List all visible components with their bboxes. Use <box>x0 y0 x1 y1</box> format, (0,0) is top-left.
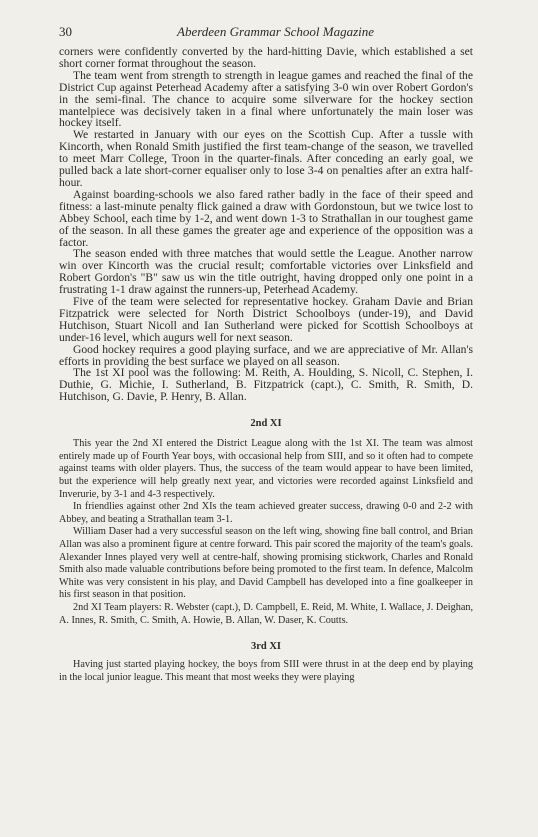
third-xi-heading: 3rd XI <box>250 641 282 653</box>
page-number: 30 <box>59 24 72 39</box>
second-xi-heading: 2nd XI <box>250 418 282 430</box>
page-header <box>59 24 473 46</box>
running-title: Aberdeen Grammar School Magazine <box>177 24 375 39</box>
paragraph: We restarted in January with our eyes on the Scottish Cup. After a tussle with Kincorth, when Ronald Smith justified the first team-change of the season, we travelled to meet Marr College, Troon in the quarter-finals. After conceding an early goal, we pulled back a late short-corner equaliser only to lose 3-4 on penalties after an extra half-hour. <box>59 128 473 189</box>
paragraph: Having just started playing hockey, the boys from SIII were thrust in at the deep end by playing in the local junior league. This meant that most weeks they were playing <box>59 659 473 683</box>
paragraph: Five of the team were selected for representative hockey. Graham Davie and Brian Fitzpatrick were selected for North District Schoolboys (under-19), and David Hutchison, Stuart Nicoll and Ian Sutherland were picked for Scottish Schoolboys at under-16 level, which augurs well for next season. <box>59 295 473 344</box>
paragraph: The team went from strength to strength in league games and reached the final of the District Cup against Peterhead Academy after a satisfying 3-0 win over Robert Gordon's in the semi-final. The chance to acquire some silverware for the hockey section mantelpiece was decisively taken in a final where unfortunately the main loser was hockey itself. <box>59 68 473 130</box>
paragraph: corners were confidently converted by the hard-hitting Davie, which established a set short corner format throughout the season. <box>59 45 473 70</box>
paragraph: Against boarding-schools we also fared rather badly in the face of their speed and fitness: a last-minute penalty flick gained a draw with Gordonstoun, but we twice lost to Abbey School, each time by 1-2, and went down 1-3 to Strathallan in our toughest game of the season. In all these games the greater age and experience of the opposition was a factor. <box>59 187 473 249</box>
paragraph: 2nd XI Team players: R. Webster (capt.), D. Campbell, E. Reid, M. White, I. Wallace, J. Deighan, A. Innes, R. Smith, C. Smith, A. Howie, B. Allan, W. Daser, K. Coutts. <box>59 601 473 626</box>
first-xi-report <box>59 46 473 403</box>
second-xi-report <box>59 438 473 627</box>
third-xi-report <box>59 659 473 684</box>
paragraph: Good hockey requires a good playing surface, and we are appreciative of Mr. Allan's efforts in providing the best surface we played on all season. <box>59 342 473 368</box>
paragraph: William Daser had a very successful season on the left wing, showing fine ball control, and Brian Allan was also a prominent figure at centre forward. This pair scored the majority of the team's goals. Alexander Innes played very well at centre-half, showing promising stickwork, Charles and Ronald Smith also made valuable contributions before being promoted to the first team. In defence, Malcolm White was very consistent in his play, and David Campbell has developed into a fine goalkeeper in his first season in that position. <box>59 526 473 601</box>
paragraph: The 1st XI pool was the following: M. Reith, A. Houlding, S. Nicoll, C. Stephen, I. Duthie, G. Michie, I. Sutherland, B. Fitzpatrick (capt.), C. Smith, R. Smith, D. Hutchison, G. Davie, P. Henry, B. Allan. <box>59 366 473 404</box>
magazine-page <box>59 24 473 684</box>
paragraph: This year the 2nd XI entered the District League along with the 1st XI. The team was almost entirely made up of Fourth Year boys, with occasional help from SIII, and so it often had to compete against teams with older players. Thus, the success of the team would appear to have been limited, but the experience will help greatly next year, and victories were recorded against Linksfield and Inverurie, by 3-1 and 4-3 respectively. <box>59 438 473 500</box>
paragraph: In friendlies against other 2nd XIs the team achieved greater success, drawing 0-0 and 2-2 with Abbey, and beating a Strathallan team 3-1. <box>59 501 473 525</box>
paragraph: The season ended with three matches that would settle the League. Another narrow win over Kincorth was the crucial result; comfortable victories over Linksfield and Robert Gordon's "B" saw us win the title outright, having dropped only one point in a frustrating 1-1 draw against the runners-up, Peterhead Academy. <box>59 247 473 297</box>
